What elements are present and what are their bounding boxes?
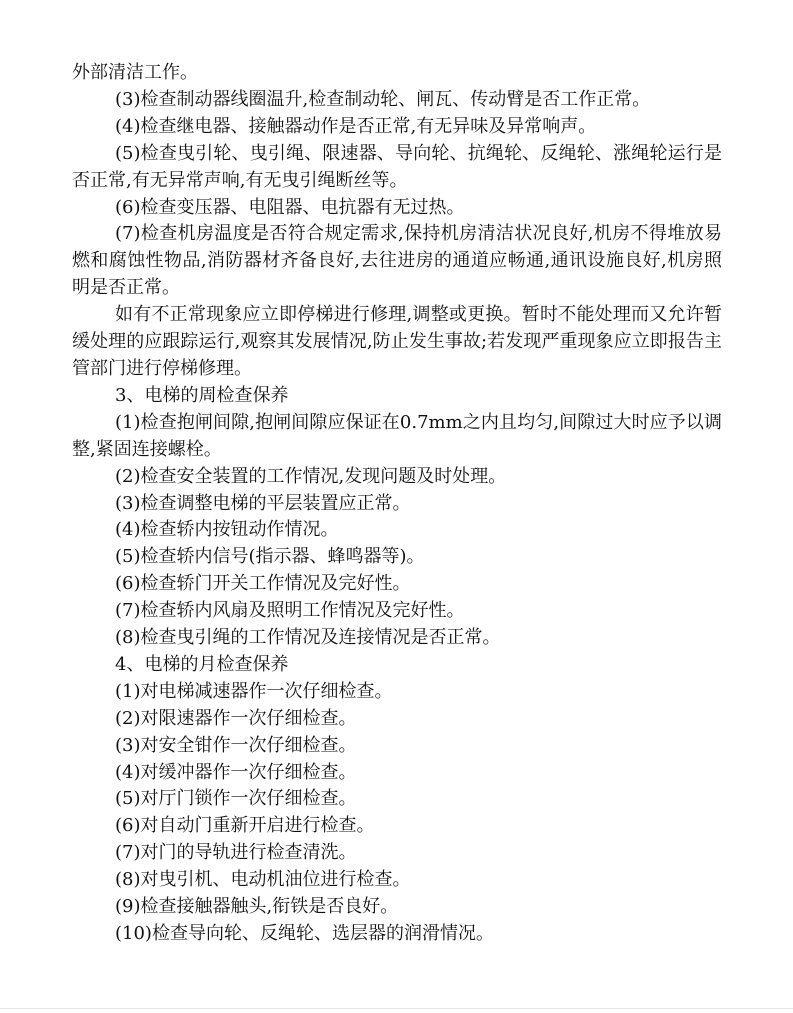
monthly-item-9: (9)检查接触器触头,衔铁是否良好。 (115, 896, 399, 918)
paragraph-brake-check: (3)检查制动器线圈温升,检查制动轮、闸瓦、传动臂是否工作正常。 (115, 88, 651, 110)
monthly-item-10: (10)检查导向轮、反绳轮、选层器的润滑情况。 (115, 923, 494, 944)
weekly-item-6: (6)检查轿门开关工作情况及完好性。 (115, 573, 411, 595)
paragraph-abnormal-handling: 如有不正常现象应立即停梯进行修理,调整或更换。暂时不能处理而又允许暂缓处理的应跟踪运行,观察其发展情况,防止发生事故;若发现严重现象应立即报告主管部门进行停梯修理。 (72, 304, 722, 379)
monthly-item-1: (1)对电梯减速器作一次仔细检查。 (115, 680, 393, 702)
section-heading-monthly: 4、电梯的月检查保养 (115, 653, 289, 675)
paragraph-traction-check: (5)检查曳引轮、曳引绳、限速器、导向轮、抗绳轮、反绳轮、涨绳轮运行是否正常,有无异常声响,有无曳引绳断丝等。 (72, 142, 722, 191)
weekly-item-8: (8)检查曳引绳的工作情况及连接情况是否正常。 (115, 627, 501, 649)
section-heading-weekly: 3、电梯的周检查保养 (115, 384, 289, 406)
weekly-item-5: (5)检查轿内信号(指示器、蜂鸣器等)。 (115, 546, 425, 568)
weekly-item-3: (3)检查调整电梯的平层装置应正常。 (115, 492, 411, 514)
paragraph-machine-room-check: (7)检查机房温度是否符合规定需求,保持机房清洁状况良好,机房不得堆放易燃和腐蚀性物品,消防器材齐备良好,去往进房的通道应畅通,通讯设施良好,机房照明是否正常。 (72, 223, 722, 299)
monthly-item-3: (3)对安全钳作一次仔细检查。 (115, 734, 357, 756)
weekly-item-2: (2)检查安全装置的工作情况,发现问题及时处理。 (115, 465, 507, 487)
document-body (72, 60, 722, 948)
monthly-item-4: (4)对缓冲器作一次仔细检查。 (115, 761, 357, 783)
monthly-item-7: (7)对门的导轨进行检查清洗。 (115, 842, 357, 864)
weekly-item-4: (4)检查轿内按钮动作情况。 (115, 519, 339, 541)
weekly-item-7: (7)检查轿内风扇及照明工作情况及完好性。 (115, 600, 465, 622)
paragraph-continued: 外部清洁工作。 (72, 62, 198, 83)
weekly-item-1: (1)检查抱闸间隙,抱闸间隙应保证在0.7mm之内且均匀,间隙过大时应予以调整,紧固连接螺栓。 (72, 411, 722, 460)
monthly-item-2: (2)对限速器作一次仔细检查。 (115, 707, 357, 729)
monthly-item-8: (8)对曳引机、电动机油位进行检查。 (115, 869, 411, 891)
paragraph-transformer-check: (6)检查变压器、电阻器、电抗器有无过热。 (115, 196, 465, 218)
monthly-item-6: (6)对自动门重新开启进行检查。 (115, 815, 375, 837)
paragraph-relay-check: (4)检查继电器、接触器动作是否正常,有无异味及异常响声。 (115, 115, 597, 137)
monthly-item-5: (5)对厅门锁作一次仔细检查。 (115, 788, 357, 810)
page-bottom-edge (0, 1008, 793, 1009)
